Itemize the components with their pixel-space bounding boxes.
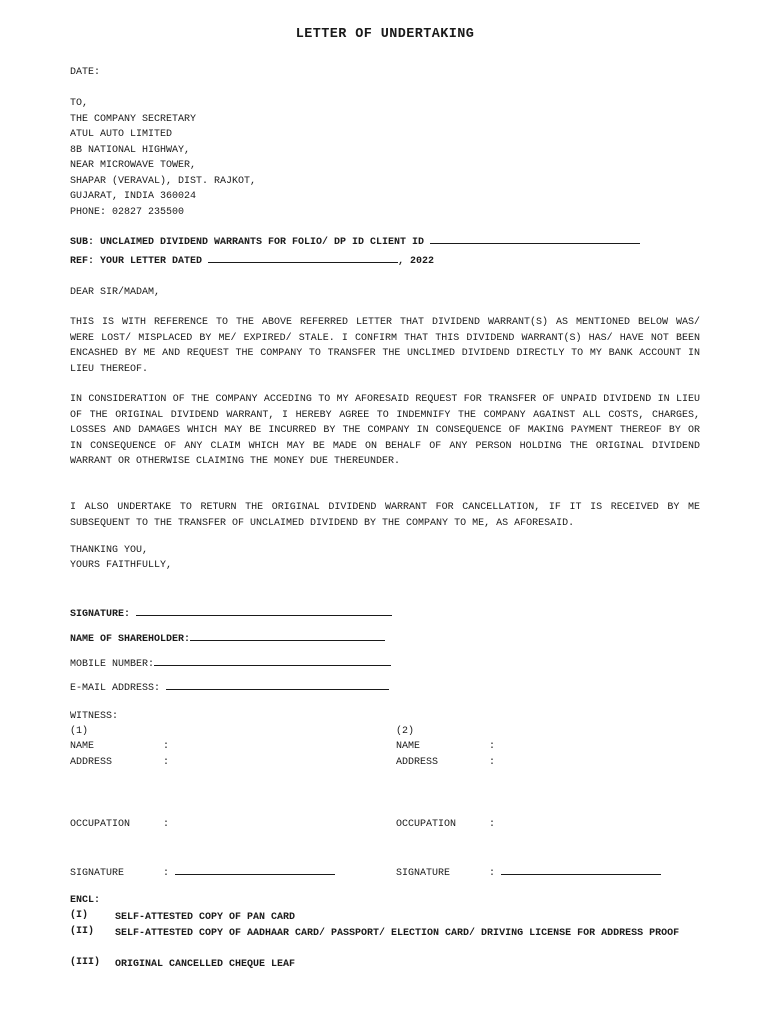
address-to: TO, xyxy=(70,98,89,109)
signature-label: SIGNATURE xyxy=(70,868,125,879)
witness-1-name-row xyxy=(70,740,169,754)
address-line: NEAR MICROWAVE TOWER, xyxy=(70,160,197,171)
witness-1-signature-blank[interactable] xyxy=(175,864,335,875)
signature-row xyxy=(70,605,392,622)
name-label: NAME xyxy=(70,741,95,752)
enclosure-key: (III) xyxy=(70,957,101,968)
colon: : xyxy=(163,868,170,879)
address-phone: PHONE: 02827 235500 xyxy=(70,207,185,218)
colon: : xyxy=(163,741,170,752)
body-paragraph-2: IN CONSIDERATION OF THE COMPANY ACCEDING TO MY AFORESAID REQUEST FOR TRANSFER OF UNPAID DIVIDEND IN LIEU OF THE ORIGINAL DIVIDEND WARRANT, I HEREBY AGREE TO INDEMNIFY THE COMPANY AGAINST ALL COSTS, CHARGES, LOSSES AND DAMAGES WHICH MAY BE INCURRED BY THE COMPANY IN CONSEQUENCE OF MAKING PAYMENT THEREOF BY OR IN CONSEQUENCE OF ANY CLAIM WHICH MAY BE MADE ON BEHALF OF ANY PERSON HOLDING THE ORIGINAL DIVIDEND WARRANT OR OTHERWISE CLAIMING THE MONEY DUE THEREUNDER. xyxy=(70,394,700,468)
address-label: ADDRESS xyxy=(396,757,439,768)
colon: : xyxy=(489,757,496,768)
witness-1-address-row xyxy=(70,756,169,770)
signature-label: SIGNATURE: xyxy=(70,609,131,620)
reference-line xyxy=(70,252,434,269)
enclosure-item: SELF-ATTESTED COPY OF PAN CARD xyxy=(115,912,296,923)
salutation: DEAR SIR/MADAM, xyxy=(70,287,161,298)
witness-heading: WITNESS: xyxy=(70,711,119,722)
address-line: 8B NATIONAL HIGHWAY, xyxy=(70,145,191,156)
document-title: LETTER OF UNDERTAKING xyxy=(295,27,475,42)
enclosure-item: SELF-ATTESTED COPY OF AADHAAR CARD/ PASSPORT/ ELECTION CARD/ DRIVING LICENSE FOR ADDRESS PROOF xyxy=(115,928,680,939)
witness-1-number: (1) xyxy=(70,726,89,737)
colon: : xyxy=(489,868,496,879)
address-line: SHAPAR (VERAVAL), DIST. RAJKOT, xyxy=(70,176,257,187)
occupation-label: OCCUPATION xyxy=(70,819,131,830)
subject-text: SUB: UNCLAIMED DIVIDEND WARRANTS FOR FOLIO/ DP ID CLIENT ID xyxy=(70,237,425,248)
witness-2-signature-blank[interactable] xyxy=(501,864,661,875)
email-row xyxy=(70,679,389,696)
colon: : xyxy=(163,819,170,830)
address-line: THE COMPANY SECRETARY xyxy=(70,114,197,125)
name-label: NAME xyxy=(396,741,421,752)
date-label: DATE: xyxy=(70,67,101,78)
body-paragraph-3: I ALSO UNDERTAKE TO RETURN THE ORIGINAL DIVIDEND WARRANT FOR CANCELLATION, IF IT IS RECEIVED BY ME SUBSEQUENT TO THE TRANSFER OF UNCLAIMED DIVIDEND BY THE COMPANY TO ME, AS AFORESAID. xyxy=(70,502,700,529)
witness-2-name-row xyxy=(396,740,495,754)
address-line: ATUL AUTO LIMITED xyxy=(70,129,173,140)
colon: : xyxy=(489,819,496,830)
occupation-label: OCCUPATION xyxy=(396,819,457,830)
closing-yours: YOURS FAITHFULLY, xyxy=(70,560,173,571)
email-label: E-MAIL ADDRESS: xyxy=(70,683,161,694)
enclosure-key: (I) xyxy=(70,910,89,921)
colon: : xyxy=(489,741,496,752)
letter-date-blank[interactable] xyxy=(208,252,398,263)
subject-line xyxy=(70,233,640,250)
reference-text: REF: YOUR LETTER DATED xyxy=(70,256,203,267)
enclosure-key: (II) xyxy=(70,926,95,937)
shareholder-blank[interactable] xyxy=(190,630,385,641)
signature-label: SIGNATURE xyxy=(396,868,451,879)
mobile-blank[interactable] xyxy=(154,655,391,666)
address-label: ADDRESS xyxy=(70,757,113,768)
body-paragraph-1: THIS IS WITH REFERENCE TO THE ABOVE REFERRED LETTER THAT DIVIDEND WARRANT(S) AS MENTIONED BELOW WAS/ WERE LOST/ MISPLACED BY ME/ EXPIRED/ STALE. I CONFIRM THAT THIS DIVIDEND WARRANT(S) HAS/ HAVE NOT BEEN ENCASHED BY ME AND REQUEST THE COMPANY TO TRANSFER THE UNCLIMED DIVIDEND DIRECTLY TO MY BANK ACCOUNT IN LIEU THEREOF. xyxy=(70,317,700,375)
reference-year: , 2022 xyxy=(398,256,435,267)
mobile-row xyxy=(70,655,391,672)
witness-1-occupation-row xyxy=(70,818,169,832)
client-id-blank[interactable] xyxy=(430,233,640,244)
enclosures-heading: ENCL: xyxy=(70,895,101,906)
email-blank[interactable] xyxy=(166,679,389,690)
closing-thanks: THANKING YOU, xyxy=(70,545,149,556)
mobile-label: MOBILE NUMBER: xyxy=(70,659,155,670)
enclosure-item: ORIGINAL CANCELLED CHEQUE LEAF xyxy=(115,959,296,970)
shareholder-row xyxy=(70,630,385,647)
witness-2-number: (2) xyxy=(396,726,415,737)
shareholder-label: NAME OF SHAREHOLDER: xyxy=(70,634,191,645)
witness-1-signature-row xyxy=(70,864,335,881)
colon: : xyxy=(163,757,170,768)
witness-2-occupation-row xyxy=(396,818,495,832)
address-line: GUJARAT, INDIA 360024 xyxy=(70,191,197,202)
witness-2-address-row xyxy=(396,756,495,770)
signature-blank[interactable] xyxy=(136,605,392,616)
witness-2-signature-row xyxy=(396,864,661,881)
